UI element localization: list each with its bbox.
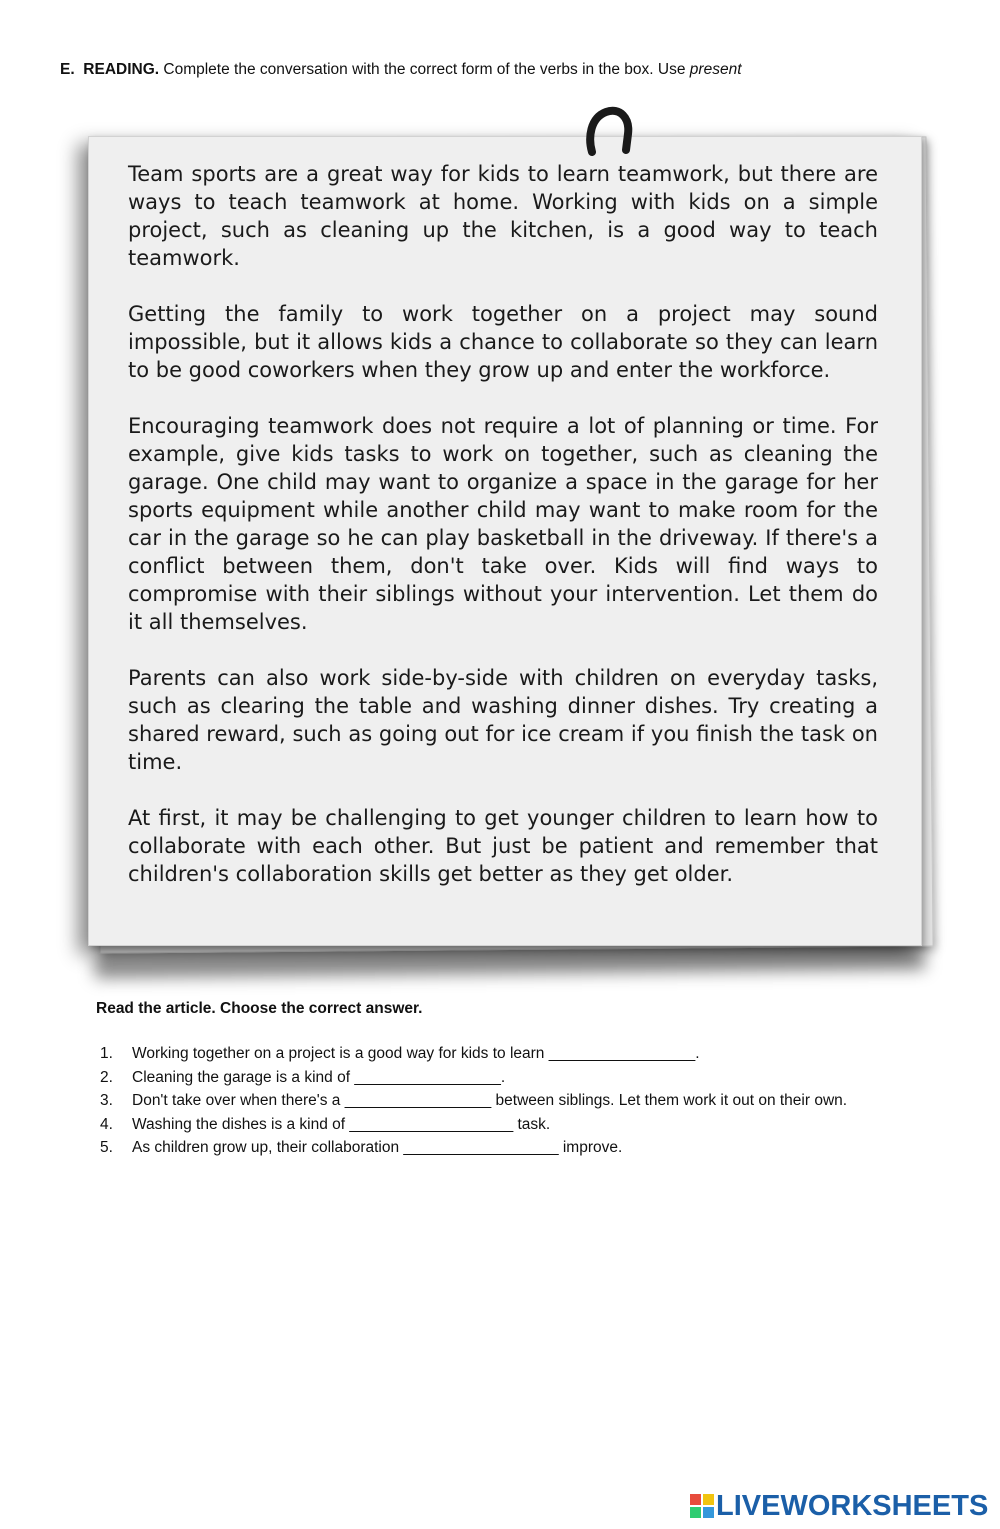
questions-instructions: Read the article. Choose the correct answer.	[96, 1000, 423, 1017]
article-paragraph: Parents can also work side-by-side with children on everyday tasks, such as clearing the table and washing dinner dishes. Try creating a shared reward, such as going out for ice cream if you finish the task on time.	[128, 666, 878, 774]
question-text: Washing the dishes is a kind of ___________________ task.	[132, 1115, 551, 1133]
paper-clip-icon	[584, 104, 638, 158]
article-paragraph: Encouraging teamwork does not require a lot of planning or time. For example, give kids tasks to work on together, such as cleaning the garage. One child may want to organize a space in the garage for her sports equipment while another child may want to make room for the car in the garage so he can play basketball in the driveway. If there's a conflict between them, don't take over. Kids will find ways to compromise with their siblings without your intervention. Let them do it all themselves.	[128, 414, 878, 634]
question-number: 1.	[100, 1045, 113, 1062]
questions-list	[100, 1042, 980, 1160]
question-text: Cleaning the garage is a kind of _________________.	[132, 1068, 506, 1086]
question-text: Working together on a project is a good way for kids to learn _________________.	[132, 1045, 700, 1062]
article-paragraph: At first, it may be challenging to get younger children to learn how to collaborate with each other. But just be patient and remember that children's collaboration skills get better as they get older.	[128, 806, 878, 886]
question-item	[100, 1113, 980, 1137]
question-number: 2.	[100, 1068, 113, 1086]
question-item	[100, 1042, 980, 1066]
question-number: 5.	[100, 1139, 113, 1156]
question-number: 3.	[100, 1092, 113, 1109]
question-item	[100, 1136, 980, 1160]
article-paragraph: Getting the family to work together on a project may sound impossible, but it allows kids a chance to collaborate so they can learn to be good coworkers when they grow up and enter the workforce.	[128, 302, 878, 382]
question-number: 4.	[100, 1115, 113, 1133]
exercise-heading	[60, 60, 980, 80]
exercise-instruction-italic: present	[689, 61, 742, 78]
liveworksheets-logo	[690, 1490, 988, 1522]
exercise-instruction: Complete the conversation with the correct form of the verbs in the box. Use	[163, 61, 686, 78]
liveworksheets-logo-icon	[690, 1494, 714, 1518]
article-body	[128, 160, 878, 916]
liveworksheets-logo-text: LIVEWORKSHEETS	[716, 1489, 989, 1522]
question-item	[100, 1089, 980, 1113]
exercise-label: READING.	[83, 61, 160, 78]
question-text: Don't take over when there's a _________________ between siblings. Let them work it out on their own.	[132, 1092, 848, 1109]
exercise-letter: E.	[60, 61, 75, 78]
question-item	[100, 1066, 980, 1090]
question-text: As children grow up, their collaboration __________________ improve.	[132, 1139, 623, 1156]
article-paragraph: Team sports are a great way for kids to learn teamwork, but there are ways to teach teamwork at home. Working with kids on a simple project, such as cleaning up the kitchen, is a good way to teach teamwork.	[128, 162, 878, 270]
